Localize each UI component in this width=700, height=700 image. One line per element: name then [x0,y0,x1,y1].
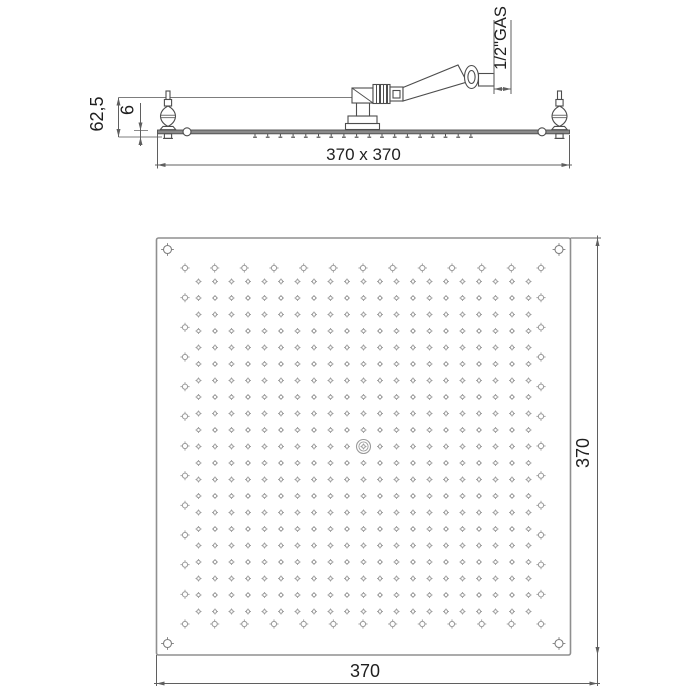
dim-front-width-label: 370 [349,661,381,681]
center-outlet [357,440,371,454]
supply-arm [403,65,467,101]
union-nut [373,85,390,104]
edge-nozzle-right [538,128,546,136]
side-view [87,6,572,168]
dim-gas-label: 1/2"GAS [492,6,510,70]
edge-nozzle-left [183,128,191,136]
front-view [154,236,601,687]
dimension-370-bottom [154,655,600,686]
connector-nut [465,66,479,89]
inlet-pipe-vertical [357,103,370,116]
dimension-6 [118,103,143,146]
dim-62-5-label: 62,5 [87,96,107,132]
water-inlet-assembly [346,65,495,130]
plate-nozzle-ticks [253,134,473,137]
dimension-370x370 [155,134,572,169]
arm-socket [390,87,403,101]
dimension-62-5 [87,96,121,137]
dimension-370-right [571,236,602,687]
dim-front-height-label: 370 [573,437,593,469]
threaded-end [479,74,495,87]
inlet-base-plate [346,124,380,130]
dim-plan-size-label: 370 x 370 [326,145,401,164]
dim-6-label: 6 [117,104,138,116]
inlet-flange [348,116,377,124]
shower-plate-side [158,130,570,134]
dimension-gas-thread [492,6,511,94]
